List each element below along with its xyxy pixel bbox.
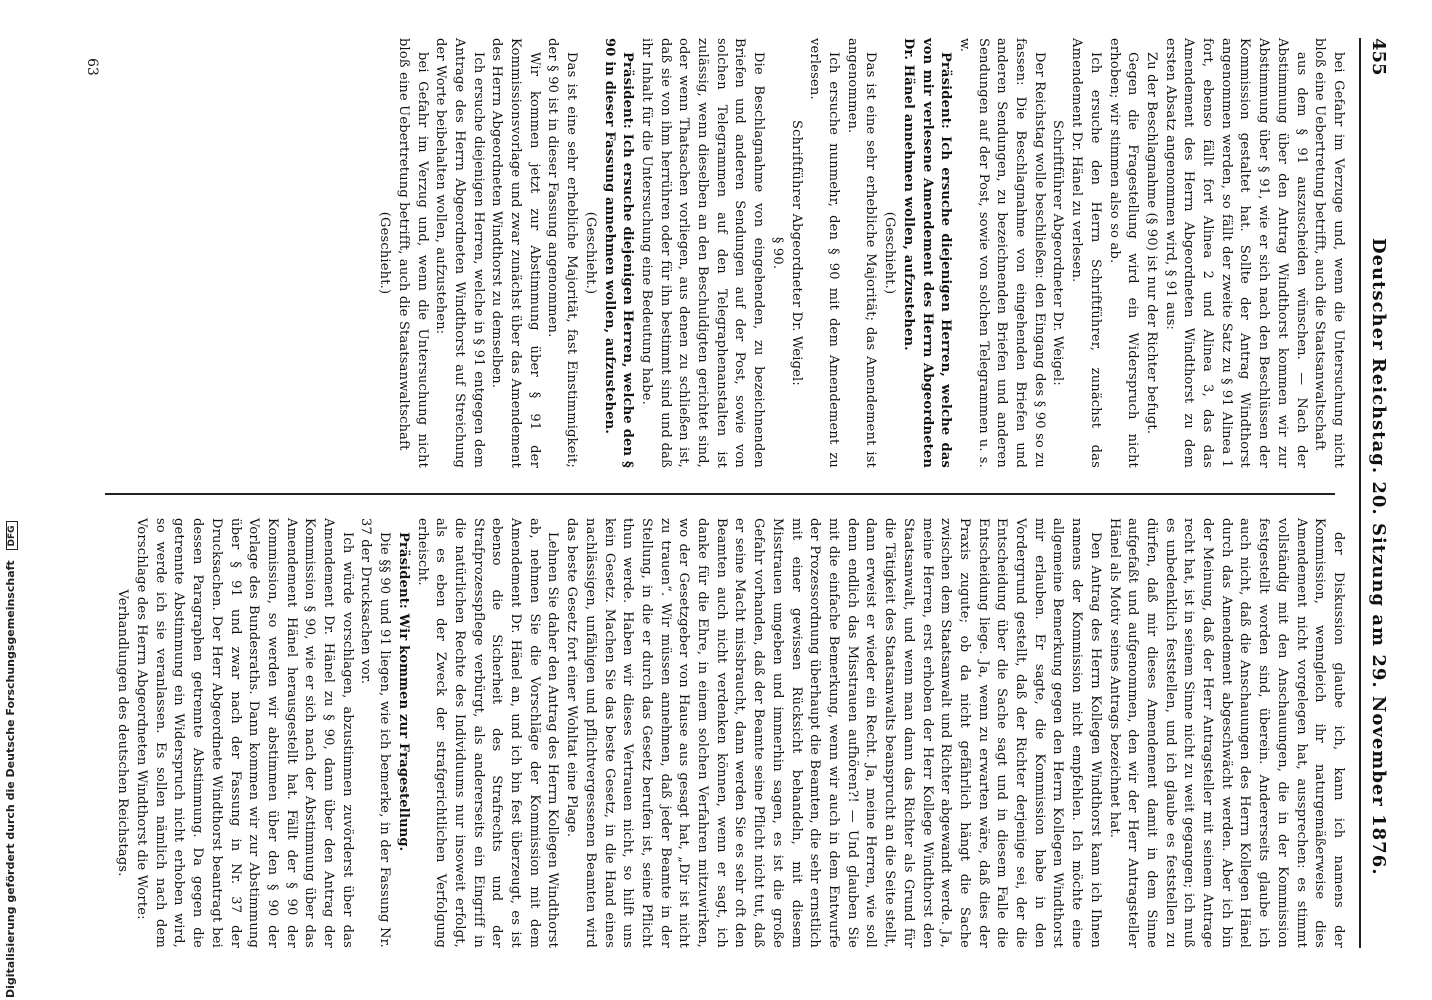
- footer-text: Digitalisierung gefördert durch die Deutsche Forschungsgemeinschaft: [4, 560, 17, 998]
- rotated-newspaper-sheet: [55, 18, 1395, 968]
- paragraph: Die §§ 90 und 91 liegen, wie ich bemerke, in der Fassung Nr. 37 der Drucksachen vor.: [358, 518, 393, 948]
- paragraph: Lehnen Sie daher den Antrag des Herrn Kollegen Windthorst ab, nehmen Sie die Vorschläge der Kommission mit dem Amendement Dr. Hänel an, und ich bin fest überzeugt, es ist ebenso die Sicherheit des Strafrechts und der Strafprozesspflege verbürgt, als andererseits ein Eingriff in die natürlichen Rechte des Individuums nur insoweit erfolgt, als es eben der Zweck der strafgerichtlichen Verfolgung erheischt.: [414, 518, 561, 948]
- paragraph: Das ist eine sehr erhebliche Majorität; das Amendement ist angenommen.: [844, 38, 879, 468]
- dfg-logo: DFG: [6, 521, 18, 550]
- paragraph: Die Beschlagnahme von eingehenden, zu bezeichnenden Briefen und anderen Sendungen auf der Post, sowie von solchen Telegrammen auf den Telegraphenanstalten ist zulässig, wenn dieselben an den Beschuldigten gerichtet sind, oder wenn Thatsachen vorliegen, aus denen zu schließen ist, daß sie von ihm herrühren oder für ihn bestimmt sind und daß ihr Inhalt für die Untersuchung eine Bedeutung habe.: [638, 38, 767, 468]
- president-statement: Präsident: Ich ersuche diejenigen Herren, welche das von mir verlesene Amendement des Herrn Abgeordneten Dr. Hänel annehmen wollen, aufzustehen.: [900, 38, 954, 468]
- left-column: [374, 38, 1347, 468]
- president-statement: Präsident: Ich ersuche diejenigen Herren, welche den § 90 in dieser Fassung annehmen wollen, aufzustehen.: [601, 38, 636, 468]
- page-number: 455: [1368, 38, 1389, 76]
- header-title: Deutscher Reichstag. 20. Sitzung am 29. November 1876.: [1368, 238, 1389, 876]
- stage-direction: (Geschieht.): [882, 211, 898, 295]
- paragraph: Den Antrag des Herrn Kollegen Windthorst kann ich Ihnen namens der Kommission nicht empfehlen. Ich möchte eine allgemeine Bemerkung gegen den Herrn Kollegen Windthorst mir erlauben. Er sagte, die Kommission habe in den Vordergrund gestellt, daß der Richter derjenige sei, der die Entscheidung über die Sache sagt und in diesem Falle die Entscheidung liege. Ja, wenn zu erwarten wäre, daß dies der Praxis zugute; ob da nicht gefährlich hängt die Sache zwischen dem Staatsanwalt und Richter abgewandt werde. Ja, meine Herren, erst erhoben der Herr Kollege Windthorst den Staatsanwalt, und wenn man dann das Richter als Grund für die Tätigkeit des Staatsanwalts beansprucht an die Seite stellt, dann erweist er wieder ein Recht. Ja, meine Herren, wie soll denn endlich das Misstrauen aufhören?! — Und glauben Sie mit die einfache Bemerkung, wenn wir auch in dem Entwurfe der Prozessordnung überhaupt die Beamten, die sehr ernstlich mit einer gewissen Rücksicht behandeln, mit diesem Misstrauen umgeben und immerhin sagen, es ist die große Gefahr vorhanden, daß der Beamte seine Pflicht nicht tut, daß er seine Macht missbraucht, dann werden Sie es sehr oft den Beamten auch nicht verdenken können, wenn er sagt, ich danke für die Ehre, in einem solchen Verfahren mitzuwirken, wo der Gesetzgeber von Hause aus gesagt hat, „Dir ist nicht zu trauen“. Wir müssen annehmen, daß jeder Beamte in der Stellung, in die er durch das Gesetz berufen ist, seine Pflicht thun werde. Haben wir dieses Vertrauen nicht, so hilft uns kein Gesetz. Machen Sie das beste Gesetz, in die Hand eines nachlässigen, unfähigen und pflichtvergessenen Beamten wird das beste Gesetz fort einer Wohltat eine Plage.: [564, 518, 1103, 948]
- paragraph: Das ist eine sehr erhebliche Majorität, fast Einstimmigkeit; der § 90 ist in dieser Fassung angenommen.: [545, 38, 580, 468]
- paragraph: Gegen die Fragestellung wird ein Widerspruch nicht erhoben; wir stimmen also so ab.: [1106, 38, 1141, 468]
- paragraph: Wir kommen jetzt zur Abstimmung über § 91 der Kommissionsvorlage und zwar zunächst über das Amendement des Herrn Abgeordneten Windthorst zu demselben.: [489, 38, 542, 468]
- paragraph: Ich würde vorschlagen, abzustimmen zuvörderst über das Amendement Dr. Hänel zu § 90, dann über den Antrag der Kommission § 90, wie er sich nach der Abstimmung über das Amendement Hänel herausgestellt hat. Fällt der § 90 der Kommission, so werden wir abstimmen über den § 90 der Vorlage des Bundesraths. Dann kommen wir zur Abstimmung über § 91 und zwar nach der Fassung in Nr. 37 der Drucksachen. Der Herr Abgeordnete Windthorst beantragt bei dessen Paragraphen getrennte Abstimmung. Da gegen die getrennte Abstimmung ein Widerspruch nicht erhoben wird, so werde ich sie veranlassen. Es sollen nämlich nach dem Vorschlage des Herrn Abgeordneten Windthorst die Worte:: [134, 518, 355, 948]
- section-heading: § 90.: [769, 236, 785, 270]
- sheet-number: 63: [84, 58, 100, 76]
- speaker-heading: Schriftführer Abgeordneter Dr. Weigel:: [788, 120, 804, 386]
- paragraph: Ich ersuche den Herrn Schriftführer, zunächst das Amendement Dr. Hänel zu verlesen.: [1069, 38, 1103, 468]
- speaker-heading: Schriftführer Abgeordneter Dr. Weigel:: [1050, 120, 1066, 386]
- paragraph: bei Gefahr im Verzuge und, wenn die Untersuchung nicht bloß eine Uebertretung betrifft, auch die Staatsanwaltschaft: [1312, 38, 1346, 468]
- paragraph: aus dem § 91 auszuscheiden wünschen. — Nach der Abstimmung über den Antrag Windthorst kommen wir zur Abstimmung über § 91, wie er sich nach den Beschlüssen der Kommission gestaltet hat. Sollte der Antrag Windthorst angenommen werden, so fällt der zweite Satz zu § 91 Alinea 1 fort, ebenso fällt fort Alinea 2 und Alinea 3, das das Amendement des Herrn Abgeordneten Windthorst zu dem ersten Absatz angenommen wird, § 91 aus:: [1162, 38, 1309, 468]
- president-statement: Präsident: Wir kommen zur Fragestellung.: [395, 532, 411, 852]
- column-footer: Verhandlungen des deutschen Reichstags.: [115, 589, 131, 877]
- column-divider: [105, 493, 1335, 495]
- paragraph: Ich ersuche nunmehr, den § 90 mit dem Amendement zu verlesen.: [807, 38, 842, 468]
- stage-direction: (Geschieht.): [377, 211, 393, 295]
- right-column: [113, 518, 1347, 948]
- paragraph: bei Gefahr im Verzug und, wenn die Untersuchung nicht bloß eine Uebertretung betrifft, auch die Staatsanwaltschaft: [395, 38, 430, 468]
- page-header: [1359, 38, 1395, 948]
- stage-direction: (Geschieht.): [582, 211, 598, 295]
- paragraph: Der Reichstag wolle beschließen: den Eingang des § 90 so zu fassen: Die Beschlagnahme von eingehenden Briefen und anderen Sendungen, zu bezeichnenden Briefen und anderen Sendungen auf der Post, sowie von solchen Telegrammen u. s. w.: [956, 38, 1047, 468]
- digitization-footer: [4, 0, 18, 998]
- paragraph: Zu der Beschlagnahme (§ 90) ist nur der Richter befugt.: [1143, 52, 1159, 435]
- paragraph: Ich ersuche diejenigen Herren, welche in § 91 entgegen dem Antrage des Herrn Abgeordneten Windthorst auf Streichung der Worte beibehalten wollen, aufzustehen:: [433, 38, 486, 468]
- paragraph: der Diskussion glaube ich, kann ich namens der Kommission, wenngleich ihr naturgemäßerweise dies Amendement nicht vorgelegen hat, aussprechen: es stimmt vollständig mit den Anschauungen, die in der Kommission festgestellt worden sind, überein. Andererseits glaube ich auch nicht, daß die Anschauungen des Herrn Kollegen Hänel durch das Amendement abgeschwächt werden. Aber ich bin der Meinung, daß der Herr Antragsteller mit seinem Antrage recht hat, ist in seinem Sinne nicht zu weit gegangen; ich muß es unbedenklich feststellen, und ich glaube es feststellen zu dürfen, daß mir dieses Amendement damit in dem Sinne aufgefaßt und aufgenommen, den wir der Herr Antragsteller Hänel als Motiv seines Antrags bezeichnet hat.: [1106, 518, 1346, 948]
